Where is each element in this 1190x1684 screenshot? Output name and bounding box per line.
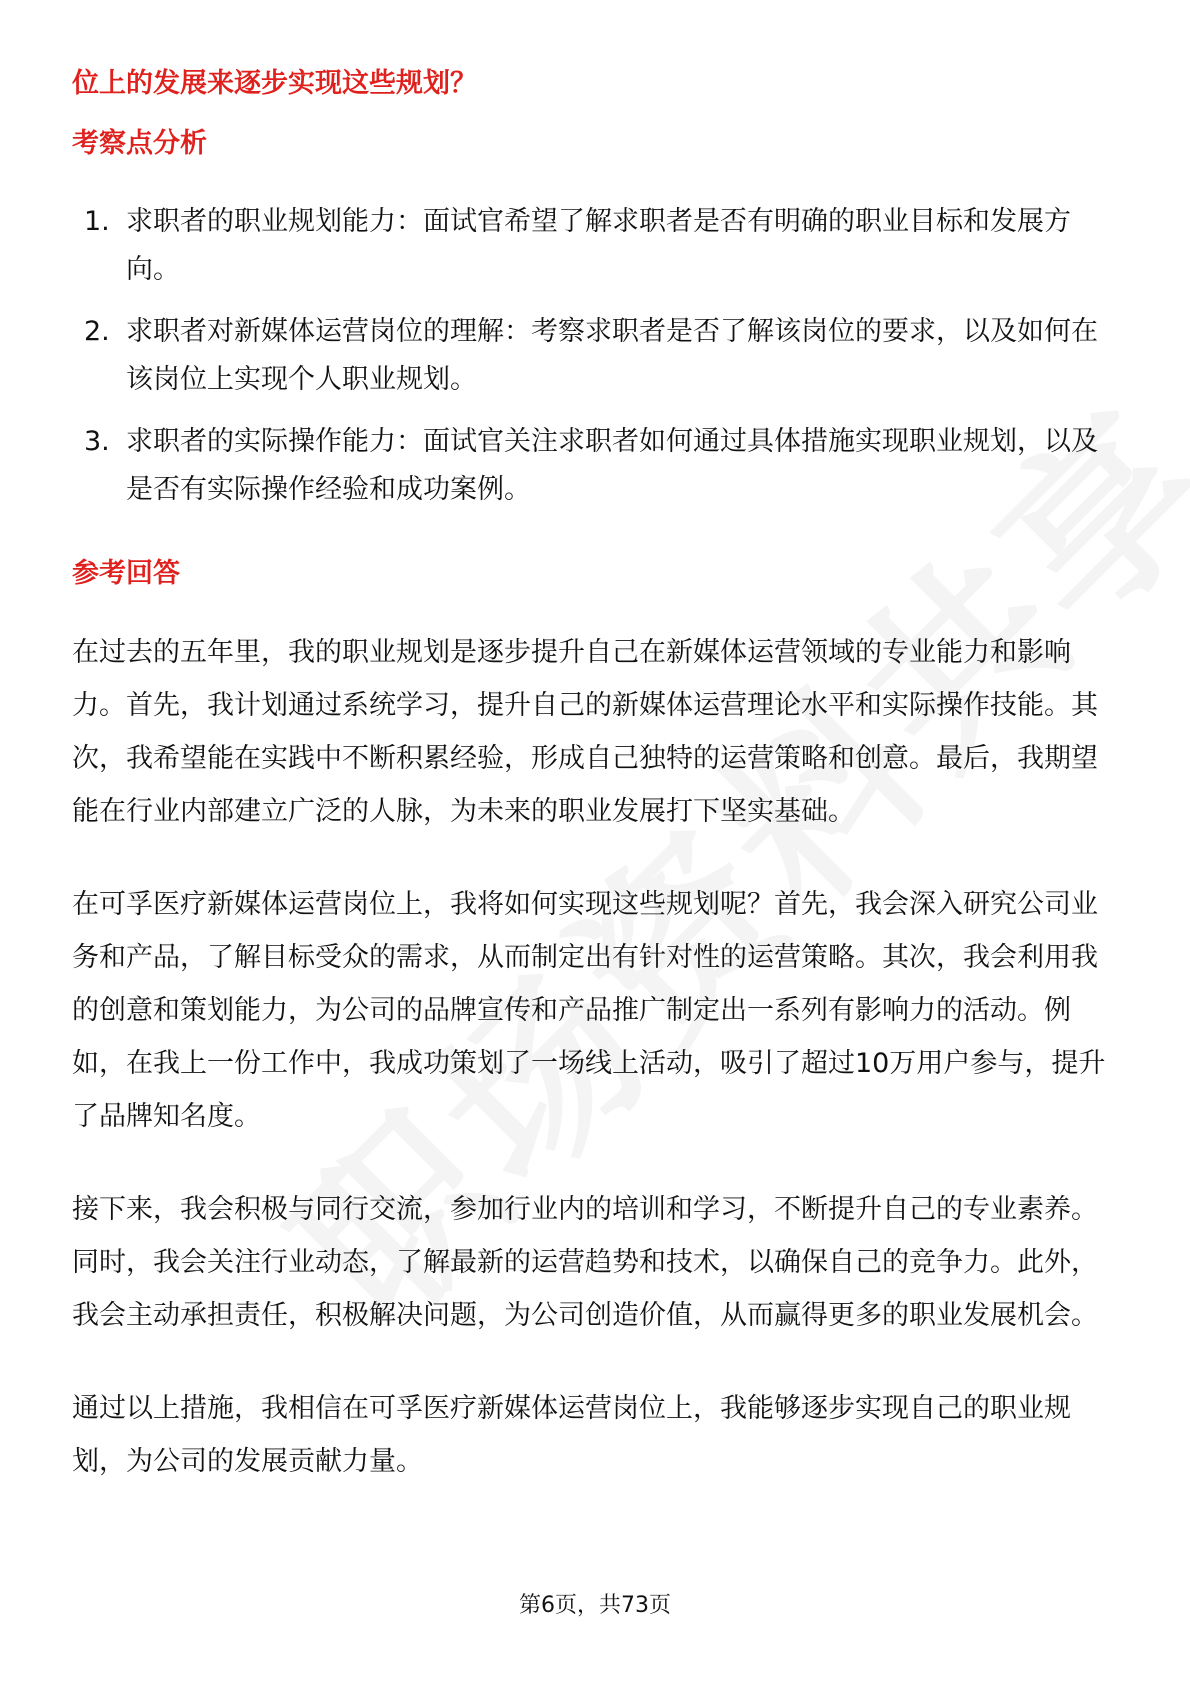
list-item <box>72 198 1118 294</box>
analysis-heading: 考察点分析 <box>72 128 207 159</box>
list-item-number: 2. <box>84 316 110 347</box>
list-item <box>72 418 1118 514</box>
answer-paragraph: 在过去的五年里，我的职业规划是逐步提升自己在新媒体运营领域的专业能力和影响力。首先，我计划通过系统学习，提升自己的新媒体运营理论水平和实际操作技能。其次，我希望能在实践中不断积累经验，形成自己独特的运营策略和创意。最后，我期望能在行业内部建立广泛的人脉，为未来的职业发展打下坚实基础。 <box>72 637 1098 827</box>
list-item-number: 3. <box>84 426 110 457</box>
page-number-footer: 第6页，共73页 <box>519 1593 671 1618</box>
list-item <box>72 308 1118 404</box>
answer-heading: 参考回答 <box>72 558 180 589</box>
continued-question-heading: 位上的发展来逐步实现这些规划？ <box>72 68 477 99</box>
answer-paragraph: 接下来，我会积极与同行交流，参加行业内的培训和学习，不断提升自己的专业素养。同时，我会关注行业动态，了解最新的运营趋势和技术，以确保自己的竞争力。此外，我会主动承担责任，积极解决问题，为公司创造价值，从而赢得更多的职业发展机会。 <box>72 1194 1098 1331</box>
list-item-number: 1. <box>84 206 110 237</box>
answer-paragraph: 在可孚医疗新媒体运营岗位上，我将如何实现这些规划呢？首先，我会深入研究公司业务和产品，了解目标受众的需求，从而制定出有针对性的运营策略。其次，我会利用我的创意和策划能力，为公司的品牌宣传和产品推广制定出一系列有影响力的活动。例如，在我上一份工作中，我成功策划了一场线上活动，吸引了超过10万用户参与，提升了品牌知名度。 <box>72 889 1106 1132</box>
answer-paragraph: 通过以上措施，我相信在可孚医疗新媒体运营岗位上，我能够逐步实现自己的职业规划，为公司的发展贡献力量。 <box>72 1393 1071 1477</box>
list-item-text: 求职者对新媒体运营岗位的理解：考察求职者是否了解该岗位的要求，以及如何在该岗位上实现个人职业规划。 <box>126 316 1098 395</box>
list-item-text: 求职者的实际操作能力：面试官关注求职者如何通过具体措施实现职业规划，以及是否有实际操作经验和成功案例。 <box>126 426 1098 505</box>
document-page <box>72 54 1118 1488</box>
list-item-text: 求职者的职业规划能力：面试官希望了解求职者是否有明确的职业目标和发展方向。 <box>126 206 1071 285</box>
analysis-list <box>72 198 1118 514</box>
